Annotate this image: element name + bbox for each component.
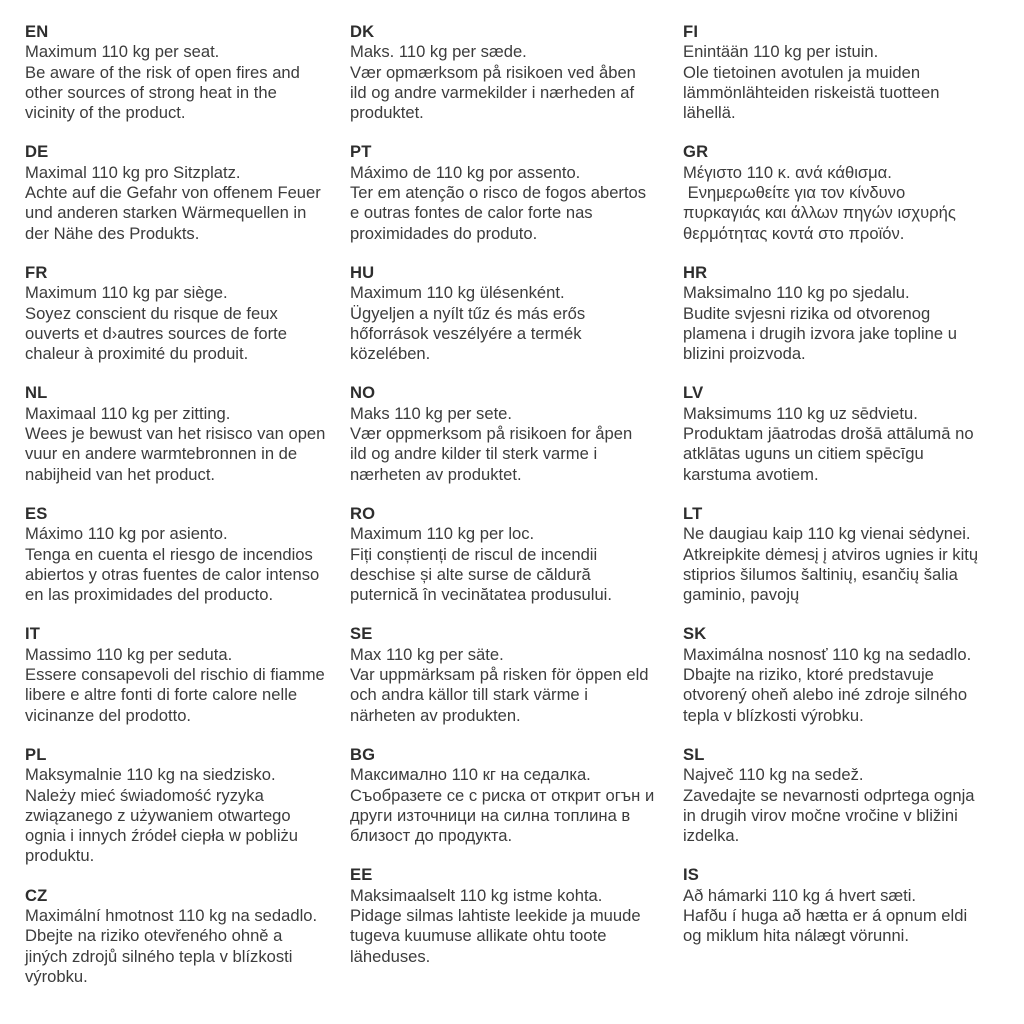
language-block-bg: [350, 745, 683, 846]
text-line: Maks 110 kg per sete.: [350, 403, 513, 423]
text-line: związanego z używaniem otwartego: [25, 805, 291, 825]
text-line: Maks. 110 kg per sæde.: [350, 42, 527, 62]
text-line: θερμότητας κοντά στο προϊόν.: [683, 223, 905, 243]
text-line: och andra källor till stark värme i: [350, 685, 588, 705]
language-block-lv: [683, 383, 1024, 484]
text-line: nabijheid van het product.: [25, 464, 216, 484]
text-line: atklātas uguns un citiem spēcīgu: [683, 444, 924, 464]
text-line: Wees je bewust van het risisco van open: [25, 424, 326, 444]
language-block-sl: [683, 745, 1024, 846]
language-block-cz: [25, 886, 350, 987]
language-code: GR: [683, 142, 709, 162]
language-code: LT: [683, 503, 703, 523]
text-line: Maksymalnie 110 kg na siedzisko.: [25, 765, 276, 785]
text-line: Pidage silmas lahtiste leekide ja muude: [350, 905, 641, 925]
language-column-1: [25, 22, 350, 1006]
language-code: SE: [350, 624, 373, 644]
text-line: Ενημερωθείτε για τον κίνδυνο: [683, 183, 906, 203]
text-line: vicinity of the product.: [25, 103, 186, 123]
text-line: Μέγιστο 110 κ. ανά κάθισμα.: [683, 162, 892, 182]
text-line: in drugih virov močne vročine v bližini: [683, 805, 958, 825]
text-line: Fiți conștienți de riscul de incendii: [350, 544, 598, 564]
text-line: Maximaal 110 kg per zitting.: [25, 403, 231, 423]
text-line: karstuma avotiem.: [683, 464, 819, 484]
text-line: близост до продукта.: [350, 826, 513, 846]
text-line: közelében.: [350, 344, 431, 364]
text-line: Enintään 110 kg per istuin.: [683, 42, 879, 62]
text-line: Съобразете се с риска от открит огън и: [350, 785, 655, 805]
text-line: Zavedajte se nevarnosti odprtega ognja: [683, 785, 975, 805]
text-line: Að hámarki 110 kg á hvert sæti.: [683, 885, 917, 905]
text-line: Var uppmärksam på risken för öppen eld: [350, 665, 649, 685]
language-code: SK: [683, 624, 707, 644]
language-code: IS: [683, 865, 700, 885]
text-line: Należy mieć świadomość ryzyka: [25, 785, 264, 805]
text-line: Ter em atenção o risco de fogos abertos: [350, 183, 647, 203]
language-block-dk: [350, 22, 683, 123]
language-block-pl: [25, 745, 350, 867]
language-block-no: [350, 383, 683, 484]
language-block-gr: [683, 142, 1024, 243]
language-block-lt: [683, 504, 1024, 605]
text-line: Tenga en cuenta el riesgo de incendios: [25, 544, 313, 564]
language-block-sk: [683, 624, 1024, 725]
text-line: Maksimums 110 kg uz sēdvietu.: [683, 403, 918, 423]
language-code: BG: [350, 744, 376, 764]
text-line: e outras fontes de calor forte nas: [350, 203, 593, 223]
text-line: Máximo 110 kg por asiento.: [25, 524, 228, 544]
text-line: stiprios šilumos šaltinių, esančių šalia: [683, 564, 958, 584]
text-line: ouverts et d›autres sources de forte: [25, 323, 287, 343]
language-block-is: [683, 865, 1024, 946]
text-line: ild og andre varmekilder i nærheden af: [350, 82, 635, 102]
language-code: CZ: [25, 885, 48, 905]
text-line: izdelka.: [683, 826, 740, 846]
language-code: RO: [350, 503, 376, 523]
language-code: IT: [25, 624, 41, 644]
language-block-hr: [683, 263, 1024, 364]
text-line: Maximum 110 kg per seat.: [25, 42, 220, 62]
text-line: und anderen starken Wärmequellen in: [25, 203, 307, 223]
language-code: HR: [683, 262, 708, 282]
text-line: Največ 110 kg na sedež.: [683, 765, 864, 785]
text-line: närheten av produkten.: [350, 705, 521, 725]
text-line: chaleur à proximité du produit.: [25, 344, 249, 364]
text-line: läheduses.: [350, 946, 431, 966]
text-line: vicinanze del prodotto.: [25, 705, 192, 725]
language-column-3: [683, 22, 1024, 1006]
text-line: der Nähe des Produkts.: [25, 223, 200, 243]
text-line: ognia i innych źródeł ciepła w pobliżu: [25, 826, 299, 846]
language-code: PL: [25, 744, 47, 764]
text-line: plamena i drugih izvora jake topline u: [683, 323, 957, 343]
text-line: vuur en andere warmtebronnen in de: [25, 444, 298, 464]
text-line: abiertos y otras fuentes de calor intenso: [25, 564, 320, 584]
language-code: PT: [350, 142, 372, 162]
text-line: Soyez conscient du risque de feux: [25, 303, 278, 323]
text-line: Atkreipkite dėmesį į atviros ugnies ir kitų: [683, 544, 979, 564]
language-block-fi: [683, 22, 1024, 123]
text-line: ild og andre kilder til sterk varme i: [350, 444, 598, 464]
language-code: DK: [350, 22, 375, 41]
text-line: Be aware of the risk of open fires and: [25, 62, 300, 82]
text-line: jiných zdrojů silného tepla v blízkosti: [25, 946, 293, 966]
text-line: výrobku.: [25, 966, 88, 986]
text-line: Hafðu í huga að hætta er á opnum eldi: [683, 905, 968, 925]
text-line: πυρκαγιάς και άλλων πηγών ισχυρής: [683, 203, 956, 223]
text-line: blizini proizvoda.: [683, 344, 806, 364]
text-line: en las proximidades del producto.: [25, 585, 274, 605]
language-code: EN: [25, 22, 49, 41]
language-code: FR: [25, 262, 48, 282]
text-line: puternică în vecinătatea produsului.: [350, 585, 612, 605]
language-code: EE: [350, 865, 373, 885]
language-block-de: [25, 142, 350, 243]
language-block-nl: [25, 383, 350, 484]
text-line: Vær oppmerksom på risikoen for åpen: [350, 424, 633, 444]
text-line: lämmönlähteiden riskeistä tuotteen: [683, 82, 940, 102]
language-block-it: [25, 624, 350, 725]
text-line: Maximal 110 kg pro Sitzplatz.: [25, 162, 241, 182]
text-line: Budite svjesni rizika od otvorenog: [683, 303, 931, 323]
text-line: Ne daugiau kaip 110 kg vienai sėdynei.: [683, 524, 971, 544]
text-line: deschise și alte surse de căldură: [350, 564, 591, 584]
text-line: Máximo de 110 kg por assento.: [350, 162, 581, 182]
text-line: Max 110 kg per säte.: [350, 644, 504, 664]
text-line: други източници на силна топлина в: [350, 805, 631, 825]
text-line: produktu.: [25, 846, 95, 866]
text-line: tugeva kuumuse allikate ohtu toote: [350, 926, 607, 946]
language-block-es: [25, 504, 350, 605]
text-line: Dbajte na riziko, ktoré predstavuje: [683, 665, 934, 685]
language-code: NO: [350, 383, 376, 403]
language-code: HU: [350, 262, 375, 282]
text-line: Ole tietoinen avotulen ja muiden: [683, 62, 921, 82]
text-line: Maximum 110 kg per loc.: [350, 524, 535, 544]
text-line: proximidades do produto.: [350, 223, 538, 243]
text-line: gaminio, pavojų: [683, 585, 800, 605]
language-block-fr: [25, 263, 350, 364]
language-block-se: [350, 624, 683, 725]
text-line: Maximum 110 kg ülésenként.: [350, 283, 565, 303]
text-line: Ügyeljen a nyílt tűz és más erős: [350, 303, 586, 323]
text-line: Maximální hmotnost 110 kg na sedadlo.: [25, 905, 318, 925]
language-code: NL: [25, 383, 48, 403]
language-column-2: [350, 22, 683, 1006]
text-line: Maximum 110 kg par siège.: [25, 283, 228, 303]
language-block-ro: [350, 504, 683, 605]
language-code: LV: [683, 383, 704, 403]
language-code: ES: [25, 503, 48, 523]
text-line: Maksimaalselt 110 kg istme kohta.: [350, 885, 603, 905]
text-line: tepla v blízkosti výrobku.: [683, 705, 864, 725]
text-line: libere e altre fonti di forte calore nelle: [25, 685, 298, 705]
text-line: otvorený oheň alebo iné zdroje silného: [683, 685, 968, 705]
language-block-pt: [350, 142, 683, 243]
text-line: produktet.: [350, 103, 424, 123]
text-line: nærheten av produktet.: [350, 464, 522, 484]
text-line: Massimo 110 kg per seduta.: [25, 644, 233, 664]
text-line: og miklum hita nálægt vörunni.: [683, 926, 909, 946]
text-line: Dbejte na riziko otevřeného ohně a: [25, 926, 283, 946]
language-block-en: [25, 22, 350, 123]
language-code: DE: [25, 142, 49, 162]
language-code: FI: [683, 22, 699, 41]
text-line: other sources of strong heat in the: [25, 82, 277, 102]
language-block-ee: [350, 865, 683, 966]
language-block-hu: [350, 263, 683, 364]
language-code: SL: [683, 744, 705, 764]
text-line: Achte auf die Gefahr von offenem Feuer: [25, 183, 321, 203]
text-line: hőforrások veszélyére a termék: [350, 323, 582, 343]
text-line: Essere consapevoli del rischio di fiamme: [25, 665, 325, 685]
text-line: Maksimalno 110 kg po sjedalu.: [683, 283, 910, 303]
text-line: Максимално 110 кг на седалка.: [350, 765, 591, 785]
text-line: Produktam jāatrodas drošā attālumā no: [683, 424, 974, 444]
text-line: Maximálna nosnosť 110 kg na sedadlo.: [683, 644, 972, 664]
text-line: Vær opmærksom på risikoen ved åben: [350, 62, 636, 82]
text-line: lähellä.: [683, 103, 736, 123]
